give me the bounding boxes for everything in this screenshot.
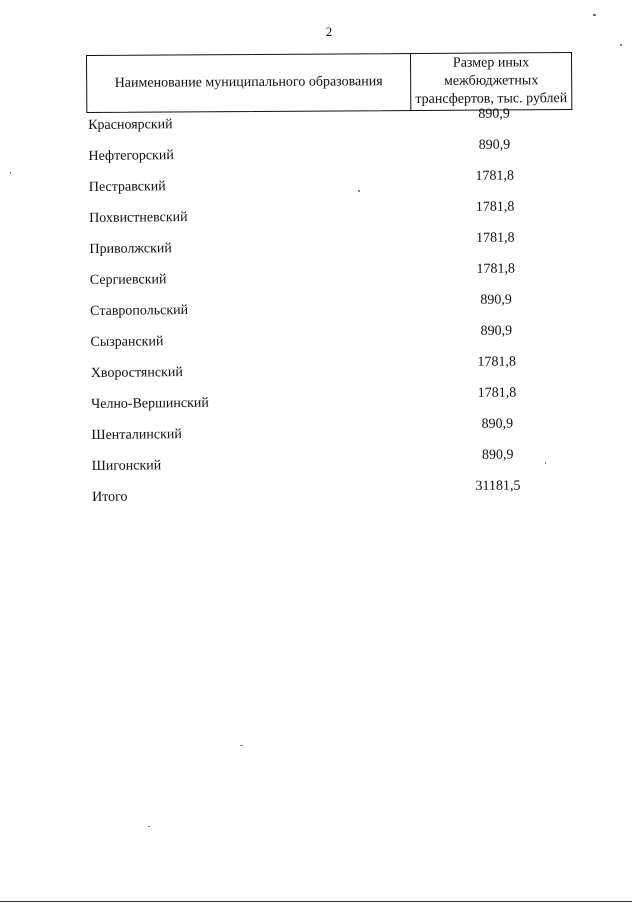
- municipality-name: Челно-Вершинский: [91, 395, 209, 412]
- table-row-total: [92, 475, 572, 511]
- scan-speck: [593, 14, 596, 16]
- transfer-amount: 1781,8: [477, 354, 517, 370]
- transfer-amount: 890,9: [480, 323, 513, 339]
- municipality-name: Шенталинский: [91, 427, 182, 443]
- scan-speck: [240, 745, 243, 746]
- municipality-name: Приволжский: [89, 241, 172, 257]
- municipality-name: Сергиевский: [89, 272, 167, 288]
- transfer-amount: 1781,8: [475, 199, 515, 215]
- table-row: [89, 165, 569, 201]
- total-amount: 31181,5: [475, 478, 521, 494]
- scan-speck: [545, 462, 546, 464]
- scan-bottom-edge: [0, 901, 632, 902]
- municipality-name: Хворостянский: [90, 365, 183, 381]
- transfer-amount: 1781,8: [476, 261, 516, 277]
- municipality-name: Похвистневский: [89, 209, 188, 226]
- table-body: [88, 103, 572, 511]
- transfer-amount: 890,9: [478, 106, 510, 122]
- scan-speck: [10, 172, 11, 174]
- scan-speck: [148, 826, 150, 827]
- table-row: [90, 320, 570, 356]
- transfer-amount: 890,9: [480, 292, 512, 308]
- municipality-name: Нефтегорский: [88, 148, 174, 164]
- municipality-name: Сызранский: [90, 334, 164, 350]
- table-row: [89, 196, 569, 232]
- transfer-amount: 890,9: [481, 447, 514, 463]
- transfer-amount: 890,9: [478, 137, 511, 153]
- municipality-name: Красноярский: [88, 117, 173, 133]
- table-row: [92, 444, 572, 480]
- table-row: [89, 227, 569, 263]
- table-row: [88, 103, 568, 139]
- table-row: [91, 382, 571, 418]
- table-row: [91, 351, 571, 387]
- transfer-amount: 1781,8: [475, 168, 515, 184]
- scan-speck: [620, 44, 622, 46]
- transfer-amount: 1781,8: [477, 385, 517, 401]
- table-row: [88, 134, 568, 170]
- table-row: [90, 289, 570, 325]
- header-value-column: Размер иных межбюджетных трансфертов, тыс. рублей: [415, 55, 568, 107]
- table-row: [91, 413, 571, 449]
- transfer-amount: 890,9: [481, 416, 514, 432]
- scan-speck: [358, 190, 360, 192]
- municipality-name: Ставропольский: [90, 302, 189, 319]
- header-name-column: Наименование муниципального образования: [87, 54, 411, 112]
- municipality-name: Шигонский: [91, 458, 162, 474]
- municipality-name: Пестравский: [88, 179, 166, 195]
- total-label: Итого: [92, 489, 128, 505]
- transfer-amount: 1781,8: [476, 230, 515, 246]
- page-number: 2: [325, 24, 333, 39]
- table-row: [90, 258, 570, 294]
